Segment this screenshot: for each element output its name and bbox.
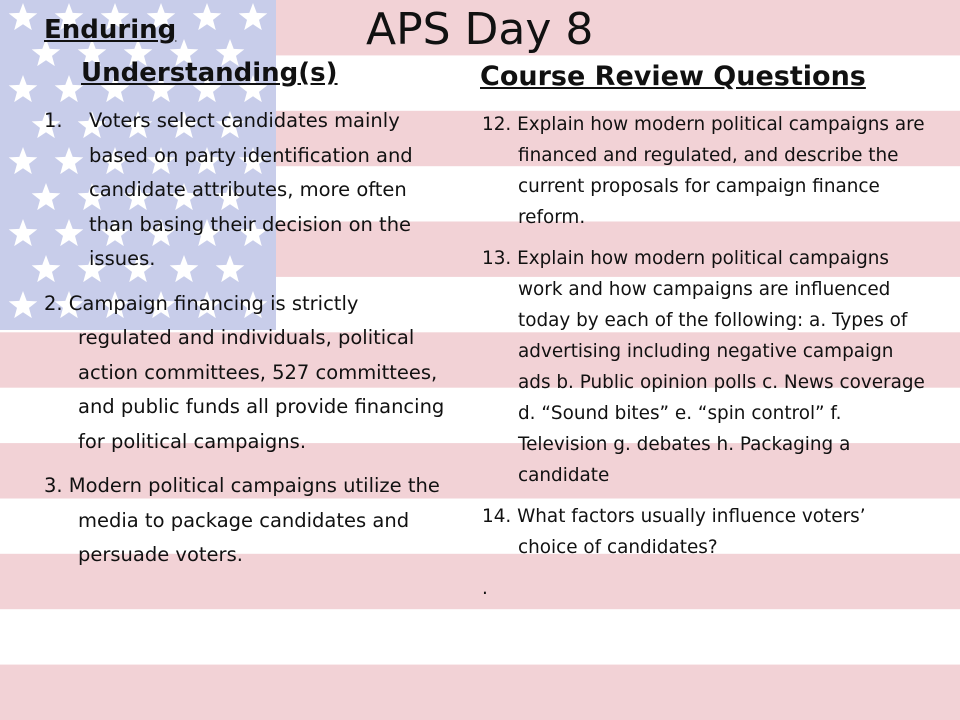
- enduring-understandings-list: [44, 104, 448, 573]
- understanding-item-2: 2. Campaign financing is strictly regulated and individuals, political action committees, 527 committees, and public funds all provide financing for political campaigns.: [44, 291, 445, 453]
- course-review-questions-list: [482, 109, 927, 604]
- course-review-heading: Course Review Questions: [480, 61, 866, 92]
- enduring-heading-line1: Enduring: [44, 15, 177, 45]
- flag-stripe-red: [0, 665, 960, 720]
- question-item-12: 12. Explain how modern political campaigns are financed and regulated, and describe the current proposals for campaign finance reform.: [482, 114, 925, 228]
- question-item-14: 14. What factors usually influence voters’ choice of candidates?: [482, 506, 866, 558]
- understanding-item-3: 3. Modern political campaigns utilize the media to package candidates and persuade voters.: [44, 474, 440, 566]
- enduring-heading-line2: Understanding(s): [81, 58, 338, 88]
- understanding-text-1: Voters select candidates mainly based on party identification and candidate attributes, more often than basing their decision on the issues.: [89, 109, 413, 270]
- trailing-period: .: [482, 578, 488, 599]
- understanding-item-1: [44, 104, 448, 277]
- question-item-13: 13. Explain how modern political campaigns work and how campaigns are influenced today by each of the following: a. Types of advertising including negative campaign ads b. Public opinion polls c. News coverage d. “Sound bites” e. “spin control” f. Television g. debates h. Packaging a candidate: [482, 248, 925, 486]
- understanding-number-1: 1.: [44, 109, 63, 132]
- slide-title: APS Day 8: [366, 4, 594, 55]
